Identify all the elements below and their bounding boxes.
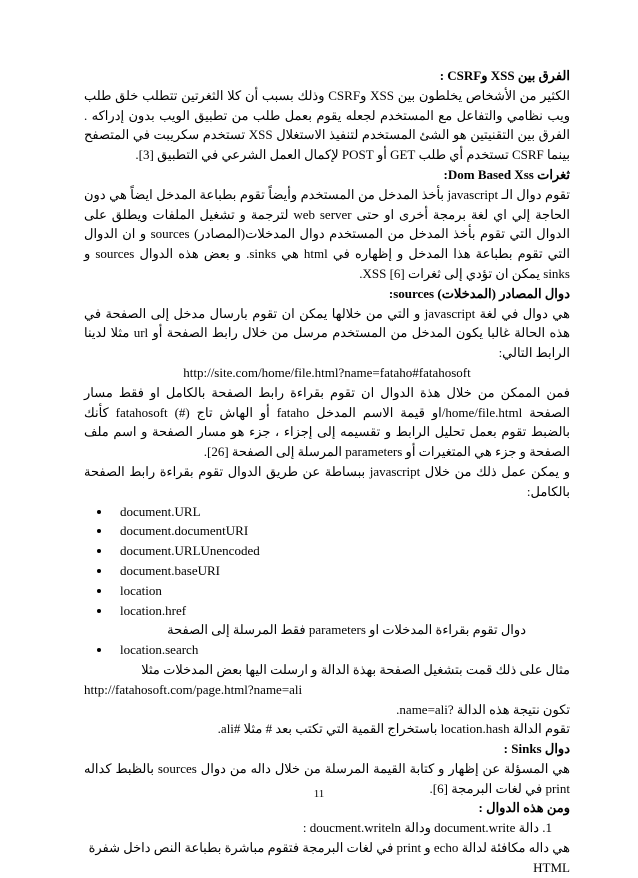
list-item: • location.href [112,601,570,621]
paragraph-example: مثال على ذلك قمت بتشغيل الصفحة بهذة الدالة و ارسلت اليها بعض المدخلات مثلا [141,661,570,677]
paragraph-sources-functions: و يمكن عمل ذلك من خلال javascript ببساطة عن طريق الدوال تقوم بقراءة رابط الصفحة بالكامل: [84,463,570,499]
list-item: • document.URLUnencoded [112,541,570,561]
paragraph-sources-intro: هي دوال في لغة javascript و التي من خلالها يمكن ان تقوم بارسال مدخل إلى الصفحة في هذه الحالة غالبا يكون المدخل من المستخدم مرسل من خلال رابط الصفحة أو url مثلا لدينا الرابط التالي: [84,305,571,361]
list-item: • document.URL [112,502,570,522]
page-number: 11 [313,788,325,800]
paragraph-dom-based-xss: تقوم دوال الـ javascript بأخذ المدخل من المستخدم وأيضاً تقوم بطباعة المدخل ايضاً هي دون الحاجة إلي اي لغة برمجة أخرى او حتى web server لترجمة و تشغيل الملفات ويطلق على الدوال التي تقوم بأخذ المدخل من المستخدم دوال المدخلات(المصادر) sources و ان الدوال التي تقوم بطباعة هذا المدخل و إظهاره في html هي sinks. و بعض هذه الدوال sources و sinks يمكن ان تؤدي إلى ثغرات XSS [6]. [84,186,570,281]
paragraph-result: تكون نتيجة هذه الدالة ?name=ali. [396,701,570,717]
parameters-functions-list [84,640,570,660]
document-page [84,66,570,878]
heading-xss-vs-csrf: الفرق بين XSS وCSRF : [439,68,570,83]
list-item-document-write: 1. دالة document.write ودالة doucment.writeln : [302,820,552,836]
list-item: • document.documentURI [112,521,570,541]
paragraph-sinks: هي المسؤلة عن إظهار و كتابة القيمة المرسلة من خلال داله من دوال sources بالظبط كداله print في لغات البرمجة [6]. [84,760,570,796]
list-item: • location [112,581,570,601]
paragraph-location-hash: تقوم الدالة location.hash باستخراج القمية التي تكتب بعد # مثلا #ali. [217,721,570,737]
heading-these-functions: ومن هذه الدوال : [478,800,570,816]
list-item: • location.search [112,640,570,660]
heading-dom-based-xss: ثغرات Dom Based Xss: [443,166,570,182]
url-example-1: http://site.com/home/file.html?name=fataho#fatahosoft [183,364,471,380]
list-item: • document.baseURI [112,561,570,581]
url-example-2: http://fatahosoft.com/page.html?name=ali [84,681,303,697]
paragraph-document-write: هي داله مكافئة لدالة echo و print في لغات البرمجة فتقوم مباشرة بطباعة النص داخل شفرة HTML [88,840,570,875]
paragraph-xss-vs-csrf: الكثير من الأشخاص يخلطون بين XSS وCSRF وذلك بسبب أن كلا الثغرتين تتطلب خلق طلب ويب نظامي والتفاعل مع المستخدم لجعله يقوم بعمل طلب من تطبيق الويب بدون إدراكه . الفرق بين التقنيتين هو الشئ المستخدم لتنفيذ الاستغلال XSS تستخدم سكريبت في المتصفح بينما CSRF تستخدم أي طلب GET أو POST لإكمال العمل الشرعي في التطبيق [3]. [84,87,570,163]
heading-sources: دوال المصادر (المدخلات) sources: [388,285,570,301]
paragraph-sources-parsing: فمن الممكن من خلال هذة الدوال ان تقوم بقراءة رابط الصفحة بالكامل او فقط مسار الصفحة home/file.html/او قيمة الاسم المدخل fataho أو الهاش تاج (#) fatahosoft كأنك بالضبط تقوم بعمل تحليل الرابط و تقسيمه إلى إجزاء ، جزء هو مسار الصفحة و اسم ملف الصفحة و جزء هي المتغيرات أو parameters المرسلة إلى الصفحة [26]. [84,384,570,460]
full-url-functions-list [84,502,570,621]
paragraph-parameters-only: دوال تقوم بقراءة المدخلات او parameters فقط المرسلة إلى الصفحة [167,622,526,638]
heading-sinks: دوال Sinks : [503,741,570,757]
